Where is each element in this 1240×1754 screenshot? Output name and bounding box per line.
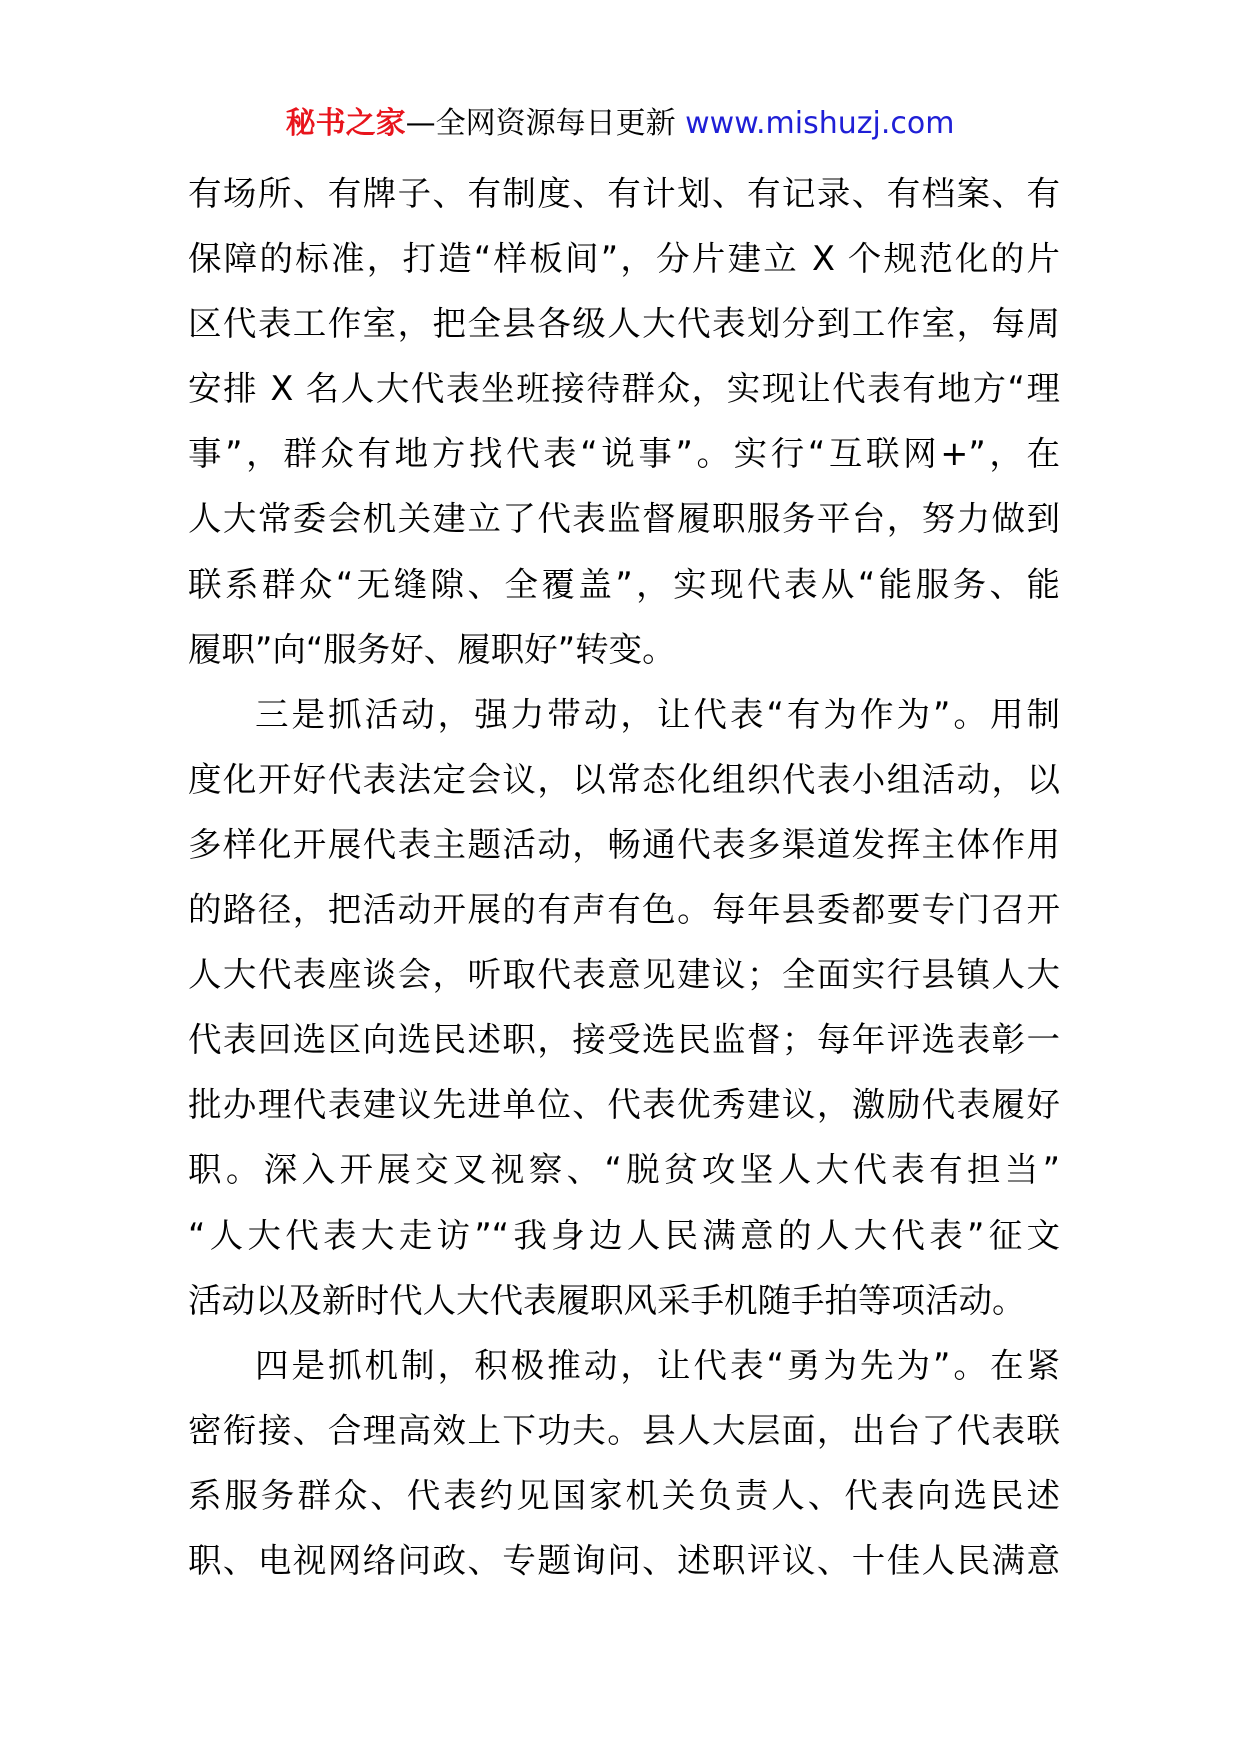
- text-line: 度化开好代表法定会议，以常态化组织代表小组活动，以: [188, 759, 1060, 799]
- header-url-link[interactable]: www.mishuzj.com: [685, 106, 955, 141]
- text-line: 的路径，把活动开展的有声有色。每年县委都要专门召开: [188, 890, 1060, 930]
- text-line: 密衔接、合理高效上下功夫。县人大层面，出台了代表联: [188, 1410, 1060, 1450]
- text-line: 人大常委会机关建立了代表监督履职服务平台，努力做到: [188, 499, 1060, 539]
- text-line: 职、电视网络问政、专题询问、述职评议、十佳人民满意: [188, 1540, 1060, 1580]
- page-header: [0, 98, 1240, 150]
- text-line: 系服务群众、代表约见国家机关负责人、代表向选民述: [188, 1475, 1060, 1515]
- text-line: 有场所、有牌子、有制度、有计划、有记录、有档案、有: [188, 174, 1060, 213]
- text-line: 代表回选区向选民述职，接受选民监督；每年评选表彰一: [188, 1020, 1060, 1060]
- text-line: 多样化开展代表主题活动，畅通代表多渠道发挥主体作用: [188, 824, 1060, 864]
- text-line: 履职”向“服务好、履职好”转变。: [188, 629, 676, 669]
- text-line: 安排 X 名人大代表坐班接待群众，实现让代表有地方“理: [188, 369, 1060, 409]
- document-body: [188, 161, 1060, 1593]
- text-line: 四是抓机制，积极推动，让代表“勇为先为”。在紧: [255, 1345, 1060, 1385]
- header-brand: 秘书之家: [285, 106, 406, 141]
- text-line: 区代表工作室，把全县各级人大代表划分到工作室，每周: [188, 304, 1060, 344]
- text-line: 联系群众“无缝隙、全覆盖”，实现代表从“能服务、能: [188, 564, 1060, 604]
- text-line: 活动以及新时代人大代表履职风采手机随手拍等项活动。: [188, 1280, 1026, 1320]
- text-line: 保障的标准，打造“样板间”，分片建立 X 个规范化的片: [188, 239, 1060, 279]
- header-tagline: —全网资源每日更新: [405, 106, 676, 141]
- text-line: 职。深入开展交叉视察、“脱贫攻坚人大代表有担当”: [188, 1150, 1060, 1190]
- text-line: 三是抓活动，强力带动，让代表“有为作为”。用制: [255, 694, 1060, 734]
- text-line: “人大代表大走访”“我身边人民满意的人大代表”征文: [188, 1215, 1060, 1255]
- text-line: 人大代表座谈会，听取代表意见建议；全面实行县镇人大: [188, 955, 1060, 995]
- text-line: 事”，群众有地方找代表“说事”。实行“互联网+”，在: [188, 434, 1060, 474]
- text-line: 批办理代表建议先进单位、代表优秀建议，激励代表履好: [188, 1085, 1060, 1125]
